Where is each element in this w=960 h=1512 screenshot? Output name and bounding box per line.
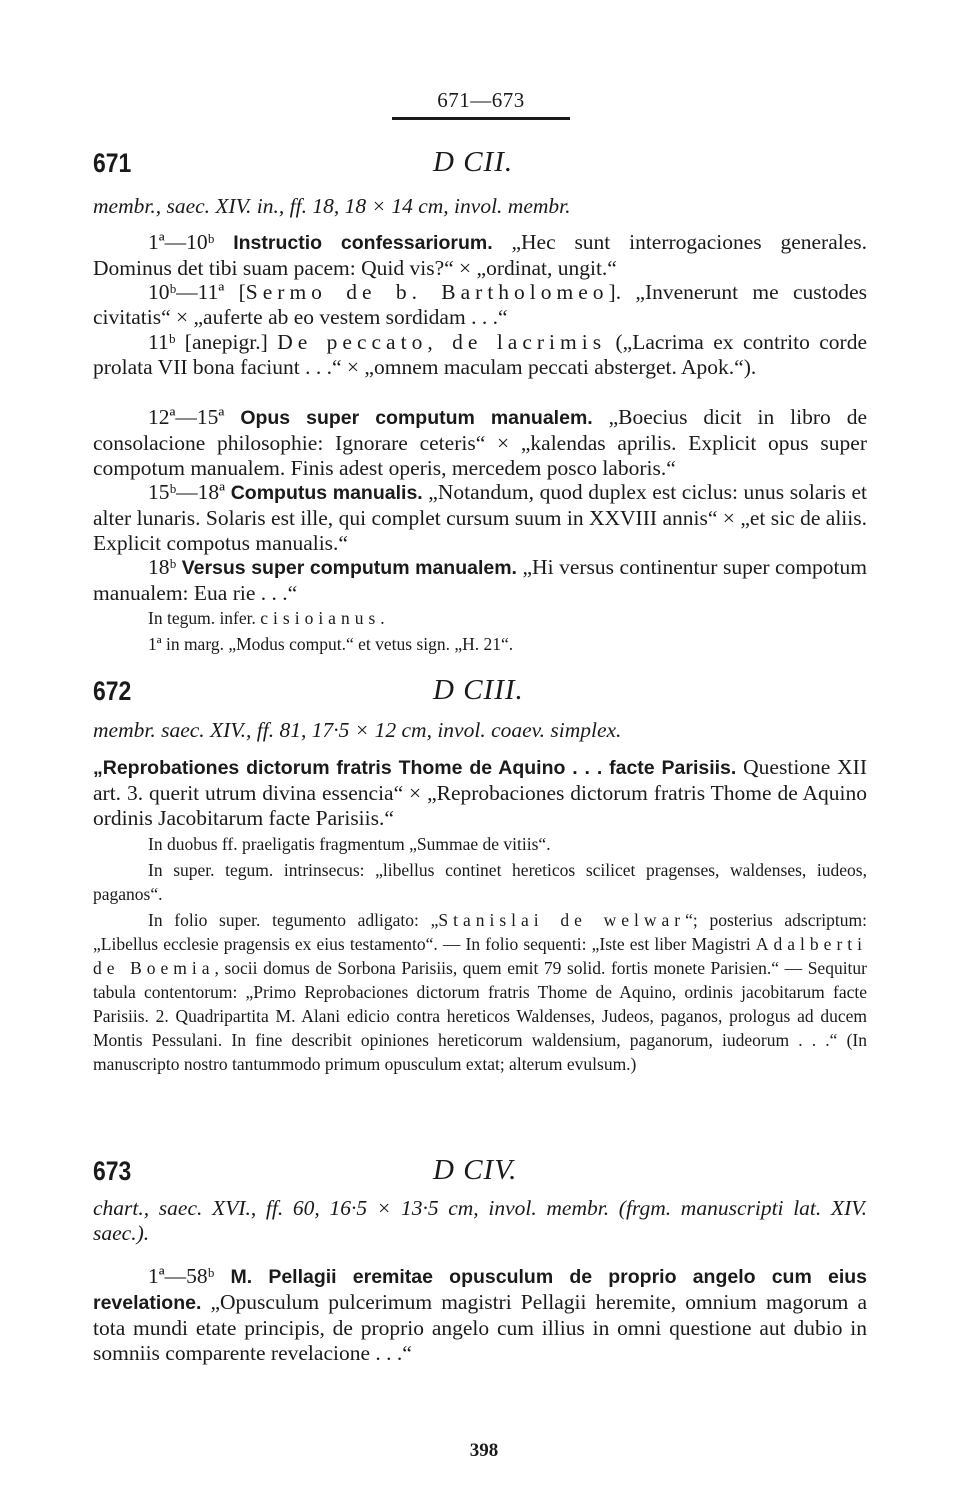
entry-671-item-6 — [93, 555, 867, 606]
item-text: „Hi versus continentur super compotum manualem: Eua rie . . .“ — [93, 555, 868, 605]
note-text: 1ª in marg. „Modus comput.“ et vetus sign. „H. 21“. — [148, 634, 514, 654]
entry-671-physical: membr., saec. XIV. in., ff. 18, 18 × 14 cm, invol. membr. — [93, 194, 571, 218]
note-text: In tegum. infer. — [148, 608, 261, 628]
note-spaced-name: Stanislai de welwar — [438, 910, 686, 930]
note-spaced: cisioianus — [260, 608, 381, 628]
entry-671-item-4 — [93, 405, 867, 481]
item-title: „Reprobationes dictorum fratris Thome de Aquino . . . facte Parisiis. — [93, 757, 737, 779]
page-number: 398 — [469, 1440, 499, 1461]
entry-672-note-3 — [93, 908, 867, 1076]
entry-673-physical: chart., saec. XVI., ff. 60, 16·5 × 13·5 cm, invol. membr. (frgm. manuscripti lat. XIV. saec.). — [93, 1196, 867, 1245]
folio-range: 10ᵇ—11ª — [148, 280, 225, 304]
entry-number: 672 — [93, 676, 132, 706]
entry-672-physical: membr. saec. XIV., ff. 81, 17·5 × 12 cm, invol. coaev. simplex. — [93, 718, 622, 742]
item-title: Versus super computum manualem. — [181, 557, 517, 579]
entry-671-item-2 — [93, 280, 867, 330]
note-text: In folio super. tegumento adligato: „ — [148, 910, 439, 930]
item-spaced-title: De peccato, de lacrimis — [277, 330, 607, 354]
item-prefix: [anepigr.] — [175, 330, 278, 354]
item-text: („Lacrima ex contrito corde prolata VII bona faciunt . . .“ × „omnem maculam peccati absterget. Apok.“). — [93, 330, 868, 379]
item-text: „Hec sunt interrogaciones generales. Dominus det tibi suam pacem: Quid vis?“ × „ordinat, ungit.“ — [93, 230, 868, 280]
entry-673-item — [93, 1264, 867, 1366]
note-text-end: . — [380, 608, 385, 628]
note-text: “; posterius adscriptum: „Libellus ecclesie pragensis ex eius testamento“. — In folio sequenti: „Iste est liber Magistri — [93, 910, 867, 954]
entry-number: 671 — [93, 148, 132, 178]
entry-signature: D CII. — [433, 146, 514, 178]
item-text: „Boecius dicit in libro de consolacione philosophie: Ignorare ceteris“ × „kalendas aprilis. Explicit opus super compotum manualem. Finis adest operis, mercedem posco laboris.“ — [93, 405, 867, 480]
entry-671-header — [93, 148, 873, 188]
folio-range: 12ª—15ª — [148, 405, 225, 429]
entry-671-note-2 — [93, 632, 867, 656]
entry-672-item — [93, 755, 867, 831]
folio-range: 1ª—10ᵇ — [148, 230, 215, 254]
running-head: 671—673 — [392, 88, 570, 120]
item-prefix: [ — [224, 280, 246, 304]
note-spaced-name: Adalberti de Boemia — [93, 934, 867, 978]
item-text: Questione XII art. 3. querit utrum divina essencia“ × „Reprobaciones dictorum fratris Thome de Aquino ordinis Jacobitarum facte Parisiis.“ — [93, 755, 868, 830]
entry-673-header — [93, 1156, 873, 1196]
folio-range: 1ª—58ᵇ — [148, 1264, 215, 1288]
item-title: Computus manualis. — [230, 482, 423, 504]
folio-range: 15ᵇ—18ª — [148, 480, 226, 504]
item-text: ]. „Invenerunt me custodes civitatis“ × „auferte ab eo vestem sordidam . . .“ — [93, 280, 868, 329]
note-text: , socii domus de Sorbona Parisiis, quem emit 79 solid. fortis monete Parisien.“ — Sequitur tabula contentorum: „Primo Reprobaciones dictorum fratris Thome de Aquino, ordinis jacobitarum facte Parisiis. 2. Quadripartita M. Alani edicio contra hereticos Waldenses, Judeos, paganos, prologus ad ducem Montis Pessulani. In fine describit opiniones hereticorum waldensium, paganorum, iudeorum . . .“ (In manuscripto nostro tantummodo primum opusculum extat; alterum evulsum.) — [93, 958, 867, 1074]
item-title: Instructio confessariorum. — [233, 232, 493, 254]
entry-672-note-2: In super. tegum. intrinsecus: „libellus continet hereticos scilicet pragenses, waldenses, iudeos, paganos“. — [93, 860, 867, 904]
entry-671-item-1 — [93, 230, 867, 281]
entry-672-note-1: In duobus ff. praeligatis fragmentum „Summae de vitiis“. — [148, 834, 551, 854]
entry-signature: D CIV. — [433, 1154, 518, 1186]
entry-672-header — [93, 676, 873, 716]
folio-range: 11ᵇ — [148, 330, 176, 354]
item-text: „Notandum, quod duplex est ciclus: unus solaris et alter lunaris. Solaris est ille, qui complet cursum suum in XXVIII annis“ × „et sic de aliis. Explicit compotus manualis.“ — [93, 480, 867, 555]
item-spaced-title: Sermo de b. Bartholomeo — [245, 280, 609, 304]
item-title: M. Pellagii eremitae opusculum de proprio angelo cum eius revelatione. — [93, 1266, 867, 1314]
entry-671-note-1 — [93, 606, 867, 630]
entry-671-item-3 — [93, 330, 867, 380]
entry-number: 673 — [93, 1156, 132, 1186]
item-title: Opus super computum manualem. — [240, 407, 593, 429]
entry-671-item-5 — [93, 480, 867, 556]
folio-range: 18ᵇ — [148, 555, 177, 579]
item-text: „Opusculum pulcerimum magistri Pellagii heremite, omnium magorum a tota mundi etate principis, de proprio angelo cum illius in omni questione aut dubio in somniis comparente revelacione . . .“ — [93, 1290, 867, 1365]
entry-signature: D CIII. — [433, 674, 524, 706]
